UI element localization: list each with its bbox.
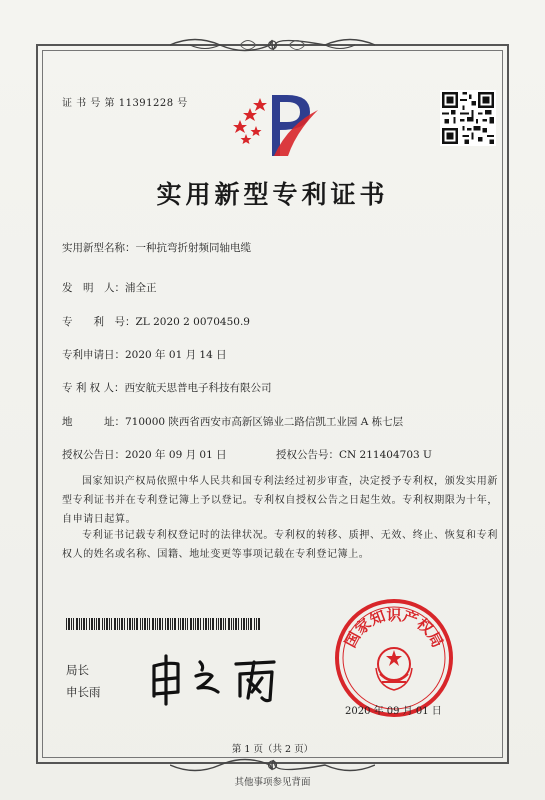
grant-no-label: 授权公告号：: [276, 449, 339, 461]
bottom-ornament-icon: [170, 754, 375, 776]
field-grant-no: [276, 447, 432, 462]
inventor-label: 发 明 人：: [62, 282, 125, 294]
top-ornament-icon: [170, 34, 375, 56]
qr-code-icon: [440, 90, 496, 146]
official-seal-icon: [334, 598, 454, 718]
page-number: 第 1 页（共 2 页）: [231, 744, 314, 755]
utility-model-name-value: 一种抗弯折射频同轴电缆: [135, 242, 251, 254]
inventor-value: 浦全正: [125, 282, 157, 294]
grant-date-label: 授权公告日：: [62, 449, 125, 461]
field-utility-model-name: [62, 240, 251, 255]
statement-paragraph-2: 专利证书记载专利权登记时的法律状况。专利权的转移、质押、无效、终止、恢复和专利权人的姓名或名称、国籍、地址变更等事项记载在专利登记簿上。: [62, 530, 498, 560]
statement-paragraph-1: 国家知识产权局依照中华人民共和国专利法经过初步审查，决定授予专利权，颁发实用新型专利证书并在专利登记簿上予以登记。专利权自授权公告之日起生效。专利权期限为十年，自申请日起算。: [62, 476, 498, 525]
footer-note: 其他事项参见背面: [234, 777, 311, 788]
field-address: [62, 414, 403, 429]
address-value: 710000 陕西省西安市高新区锦业二路信凯工业园 A 栋七层: [125, 416, 404, 428]
utility-model-name-label: 实用新型名称：: [62, 242, 136, 254]
field-filing-date: [62, 347, 227, 362]
field-patent-no: [62, 314, 250, 329]
seal-date: 2020 年 09 月 01 日: [345, 706, 442, 717]
patent-no-label: 专 利 号：: [62, 316, 136, 328]
signature-icon: [148, 652, 288, 706]
filing-date-value: 2020 年 01 月 14 日: [125, 349, 227, 361]
patentee-label: 专 利 权 人：: [62, 382, 125, 394]
filing-date-label: 专利申请日：: [62, 349, 125, 361]
seal-text: 国家知识产权局: [341, 606, 447, 651]
certificate-title: 实用新型专利证书: [156, 180, 389, 209]
field-inventor: [62, 280, 157, 295]
field-patentee: [62, 380, 272, 395]
certificate-number: 证 书 号 第 11391228 号: [62, 98, 188, 109]
barcode-icon: [66, 618, 262, 630]
field-grant-date: [62, 447, 227, 462]
signatory-title: 局长: [66, 663, 89, 677]
patentee-value: 西安航天思普电子科技有限公司: [124, 382, 272, 394]
signatory-name: 申长雨: [66, 685, 101, 699]
grant-no-value: CN 211404703 U: [339, 449, 432, 461]
cnipa-logo-icon: [232, 90, 322, 160]
address-label: 地 址：: [62, 416, 125, 428]
grant-date-value: 2020 年 09 月 01 日: [125, 449, 227, 461]
patent-no-value: ZL 2020 2 0070450.9: [135, 316, 250, 328]
